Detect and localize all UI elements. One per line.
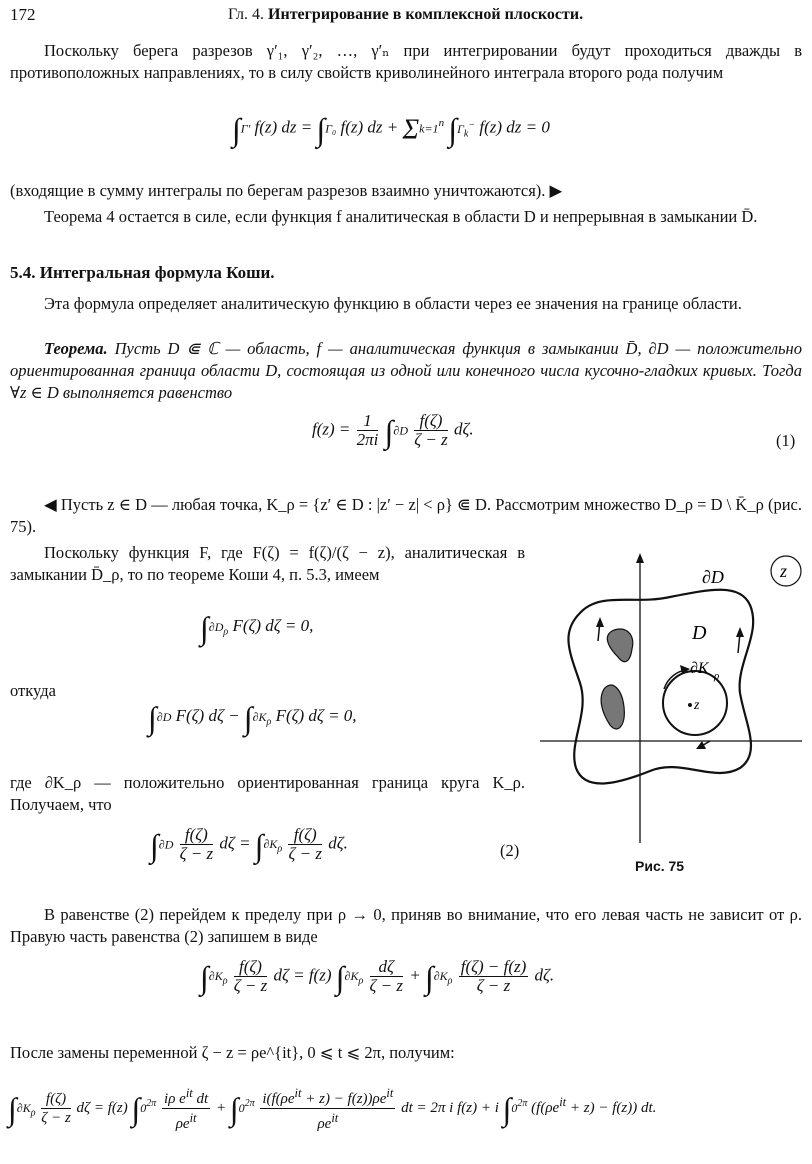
section-heading: 5.4. Интегральная формула Коши. (10, 263, 275, 282)
equation-number-1: (1) (776, 431, 796, 450)
circle-boundary-label: ∂K (690, 660, 709, 677)
page-number: 172 (10, 5, 36, 24)
arrowhead-hole (596, 617, 604, 627)
equation-split: $\int\partial K_\rho$ $\frac{f(\zeta)}{\zeta - z}$ dζ = f(z) $\int\partial K_\rho$ $\frac{d\zeta}{\zeta - z}$ + $\int\partial K_\rho$ $\frac{f(\zeta) - f(z)}{\zeta - z}$ dζ. (200, 957, 555, 996)
running-title (228, 4, 583, 26)
equation-cauchy-formula: f(z) = $\frac{1}{2\pi i}$ ∫∂D $\frac{f(\zeta)}{\zeta - z}$ dζ. (312, 411, 474, 450)
equation-cut-sum: ∫Γ′ f(z) dz = ∫Γ₀ f(z) dz + $\Sigma k=1^n$ $\int\Gamma_k^-$ f(z) dz = 0 (232, 111, 550, 148)
paragraph-cuts-cancel: (входящие в сумму интегралы по берегам разрезов взаимно уничтожаются). ▶ (10, 181, 563, 200)
paragraph-cuts: Поскольку берега разрезов γ′₁, γ′₂, …, γ′ₙ при интегрировании будут проходиться дважды в противоположных направлениях, то в силу свойств криволинейного интеграла второго рода получим (10, 41, 802, 82)
paragraph-whence: откуда (10, 681, 56, 700)
theorem (10, 338, 802, 404)
paragraph-substitution: После замены переменной ζ − z = ρe^{it}, 0 ⩽ t ⩽ 2π, получим: (10, 1043, 455, 1062)
hole-bottom (601, 685, 624, 729)
paragraph-proof-start: ◀ Пусть z ∈ D — любая точка, K_ρ = {z′ ∈ D : |z′ − z| < ρ} ⋐ D. Рассмотрим множество D_ρ = D \ K̄_ρ (рис. 75). (10, 495, 802, 536)
equation-difference: ∫∂D F(ζ) $d\zeta - \int\partial K_\rho$ F(ζ) dζ = 0, (148, 700, 357, 736)
theorem-text: Пусть D ⋐ ℂ — область, f — аналитическая функция в замыкании D̄, ∂D — положительно ориентированная граница области D, состоящая из одной или конечного числа кусочно-гладких кривых. Тогда ∀z ∈ D выполняется равенство (10, 339, 802, 402)
running-title-text: Интегрирование в комплексной плоскости. (268, 6, 584, 23)
y-axis-arrow (636, 553, 644, 563)
hole-top (607, 629, 632, 662)
figure-75 (540, 553, 805, 853)
arrowhead-boundary (736, 627, 744, 637)
paragraph-function-F: Поскольку функция F, где F(ζ) = f(ζ)/(ζ − z), аналитическая в замыкании D̄_ρ, то по теореме Коши 4, п. 5.3, имеем (10, 543, 525, 584)
paragraph-formula-intro: Эта формула определяет аналитическую функцию в области через ее значения на границе области. (44, 294, 742, 313)
paragraph-boundary-K: где ∂K_ρ — положительно ориентированная граница круга K_ρ. Получаем, что (10, 773, 525, 814)
figure-caption: Рис. 75 (635, 858, 685, 874)
region-boundary (568, 590, 753, 784)
equation-number-2: (2) (500, 841, 520, 860)
circle-boundary-label-sub: ρ (714, 670, 720, 682)
plane-label: z (780, 561, 788, 581)
region-label: D (692, 622, 707, 644)
point-z (688, 703, 692, 707)
equation-final: $\int\partial K_\rho$ $\frac{f(\zeta)}{\zeta - z}$ dζ = f(z) $\int 0^{2\pi}$ $\frac{i\rho e^{it} dt}{\rho e^{it}}$ + $\int 0^{2\pi}$ $\frac{i(f(\rho e^{it} + z) - f(z))\rho e^{it}}{\rho e^{it}}$ dt = 2π i f(z) + i $\int 0^{2\pi}$ $(f(\rho e^{it} + z) - f(z))$ dt. (8, 1086, 657, 1132)
point-z-label: z (694, 698, 700, 713)
paragraph-theorem4: Теорема 4 остается в силе, если функция f аналитическая в области D и непрерывная в замыкании D̄. (44, 207, 758, 226)
equation-2: ∫∂D $\frac{f(\zeta)}{\zeta - z}$ $d\zeta = \int\partial K_\rho$ $\frac{f(\zeta)}{\zeta - z}$ dζ. (150, 825, 348, 864)
theorem-label: Теорема. (44, 339, 108, 358)
running-title-prefix: Гл. 4. (228, 6, 265, 23)
boundary-label: ∂D (702, 567, 724, 587)
paragraph-limit: В равенстве (2) перейдем к пределу при ρ → 0, приняв во внимание, что его левая часть не зависит от ρ. Правую часть равенства (2) запишем в виде (10, 905, 802, 946)
equation-integral-Drho: $\int\partial D_\rho$ F(ζ) dζ = 0, (200, 610, 314, 646)
